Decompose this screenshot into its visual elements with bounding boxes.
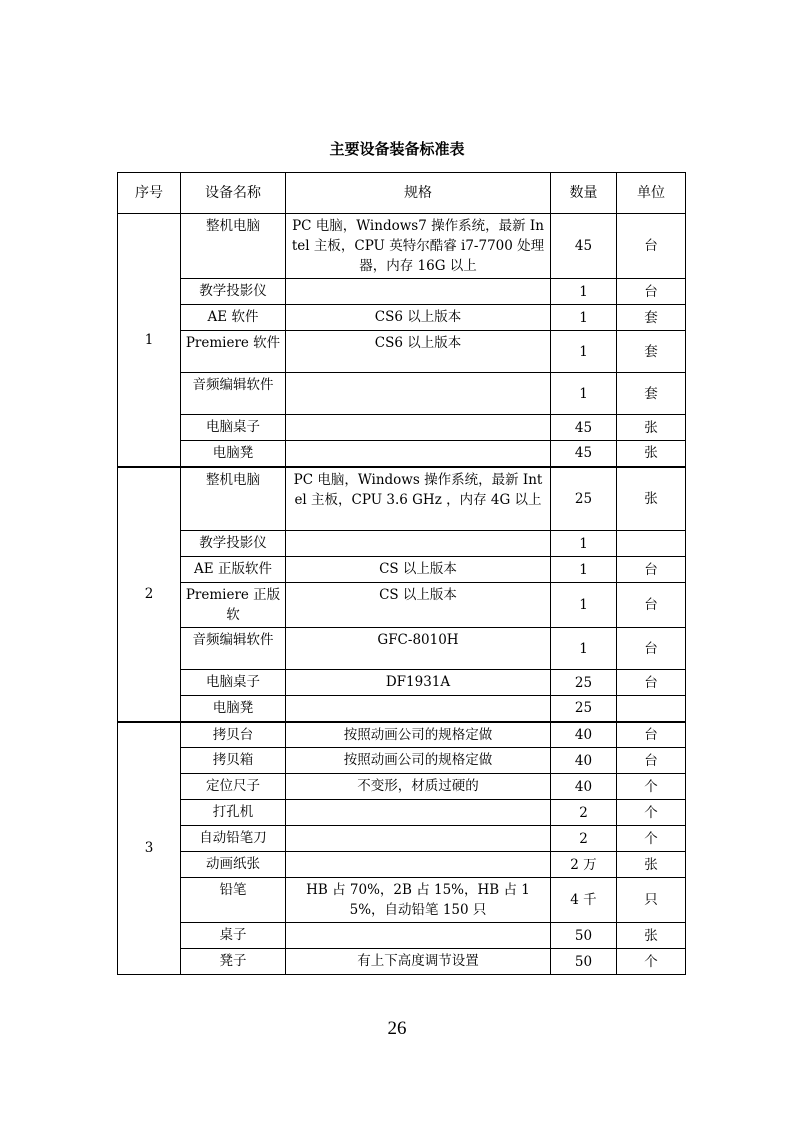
equipment-quantity: 25 (551, 696, 617, 722)
equipment-quantity: 4 千 (551, 878, 617, 923)
header-row (118, 173, 686, 214)
equipment-quantity: 45 (551, 415, 617, 441)
table-body (118, 214, 686, 975)
table-row (118, 826, 686, 852)
equipment-quantity: 40 (551, 748, 617, 774)
equipment-unit: 台 (617, 628, 686, 670)
equipment-spec: 按照动画公司的规格定做 (286, 722, 551, 748)
equipment-name: 动画纸张 (181, 852, 286, 878)
equipment-spec (286, 826, 551, 852)
equipment-name: 拷贝台 (181, 722, 286, 748)
equipment-name: AE 正版软件 (181, 557, 286, 583)
equipment-spec: CS6 以上版本 (286, 331, 551, 373)
equipment-spec (286, 852, 551, 878)
equipment-spec (286, 800, 551, 826)
equipment-name: 整机电脑 (181, 214, 286, 279)
equipment-name: 凳子 (181, 949, 286, 975)
equipment-quantity: 1 (551, 557, 617, 583)
equipment-name: Premiere 正版软 (181, 583, 286, 628)
equipment-quantity: 1 (551, 331, 617, 373)
equipment-unit: 台 (617, 279, 686, 305)
group-number: 1 (118, 214, 181, 467)
table-row (118, 949, 686, 975)
table-row (118, 305, 686, 331)
table-row (118, 748, 686, 774)
header-qty: 数量 (551, 173, 617, 214)
equipment-quantity: 40 (551, 774, 617, 800)
table-row (118, 557, 686, 583)
equipment-unit: 张 (617, 923, 686, 949)
equipment-quantity: 25 (551, 670, 617, 696)
page-number: 26 (387, 1018, 407, 1039)
equipment-quantity: 45 (551, 214, 617, 279)
equipment-quantity: 2 (551, 826, 617, 852)
equipment-name: 音频编辑软件 (181, 628, 286, 670)
equipment-spec (286, 696, 551, 722)
equipment-spec (286, 373, 551, 415)
equipment-name: 拷贝箱 (181, 748, 286, 774)
equipment-unit: 套 (617, 373, 686, 415)
table-row (118, 531, 686, 557)
equipment-unit (617, 531, 686, 557)
table-row (118, 467, 686, 531)
equipment-quantity: 1 (551, 279, 617, 305)
table-row (118, 696, 686, 722)
equipment-quantity: 2 (551, 800, 617, 826)
equipment-name: 桌子 (181, 923, 286, 949)
table-row (118, 923, 686, 949)
equipment-name: 电脑凳 (181, 441, 286, 467)
equipment-name: 铅笔 (181, 878, 286, 923)
group-number: 2 (118, 467, 181, 722)
equipment-spec: PC 电脑，Windows7 操作系统，最新 Intel 主板，CPU 英特尔酷睿 i7-7700 处理器，内存 16G 以上 (286, 214, 551, 279)
header-unit: 单位 (617, 173, 686, 214)
table-row (118, 415, 686, 441)
table-row (118, 852, 686, 878)
table-row (118, 331, 686, 373)
equipment-unit: 张 (617, 467, 686, 531)
equipment-spec (286, 279, 551, 305)
header-spec: 规格 (286, 173, 551, 214)
table-row (118, 878, 686, 923)
equipment-quantity: 50 (551, 949, 617, 975)
equipment-unit: 台 (617, 214, 686, 279)
table-row (118, 800, 686, 826)
equipment-quantity: 1 (551, 583, 617, 628)
equipment-spec: CS 以上版本 (286, 583, 551, 628)
equipment-spec: 按照动画公司的规格定做 (286, 748, 551, 774)
equipment-name: 自动铅笔刀 (181, 826, 286, 852)
equipment-unit: 套 (617, 305, 686, 331)
equipment-name: AE 软件 (181, 305, 286, 331)
equipment-name: 打孔机 (181, 800, 286, 826)
equipment-unit: 套 (617, 331, 686, 373)
equipment-spec: PC 电脑，Windows 操作系统，最新 Intel 主板，CPU 3.6 GHz ，内存 4G 以上 (286, 467, 551, 531)
equipment-spec (286, 923, 551, 949)
equipment-unit: 台 (617, 557, 686, 583)
equipment-table (117, 172, 686, 975)
table-row (118, 774, 686, 800)
equipment-unit: 张 (617, 415, 686, 441)
equipment-name: 音频编辑软件 (181, 373, 286, 415)
equipment-quantity: 2 万 (551, 852, 617, 878)
equipment-quantity: 25 (551, 467, 617, 531)
equipment-unit: 台 (617, 748, 686, 774)
equipment-name: Premiere 软件 (181, 331, 286, 373)
equipment-quantity: 50 (551, 923, 617, 949)
equipment-spec: HB 占 70%，2B 占 15%，HB 占 15%，自动铅笔 150 只 (286, 878, 551, 923)
equipment-name: 教学投影仪 (181, 279, 286, 305)
equipment-unit: 台 (617, 583, 686, 628)
table-row (118, 441, 686, 467)
equipment-unit: 个 (617, 800, 686, 826)
equipment-quantity: 1 (551, 628, 617, 670)
equipment-name: 电脑桌子 (181, 670, 286, 696)
equipment-spec (286, 531, 551, 557)
equipment-spec (286, 415, 551, 441)
equipment-unit: 台 (617, 722, 686, 748)
equipment-unit (617, 696, 686, 722)
equipment-quantity: 45 (551, 441, 617, 467)
equipment-quantity: 1 (551, 305, 617, 331)
equipment-spec: DF1931A (286, 670, 551, 696)
equipment-unit: 张 (617, 441, 686, 467)
equipment-quantity: 1 (551, 531, 617, 557)
equipment-spec (286, 441, 551, 467)
table-row (118, 628, 686, 670)
header-name: 设备名称 (181, 173, 286, 214)
equipment-quantity: 1 (551, 373, 617, 415)
equipment-name: 教学投影仪 (181, 531, 286, 557)
equipment-name: 电脑桌子 (181, 415, 286, 441)
equipment-spec: CS 以上版本 (286, 557, 551, 583)
equipment-unit: 个 (617, 949, 686, 975)
table-row (118, 583, 686, 628)
equipment-spec: GFC-8010H (286, 628, 551, 670)
table-row (118, 722, 686, 748)
table-title: 主要设备装备标准表 (329, 140, 465, 158)
equipment-name: 电脑凳 (181, 696, 286, 722)
equipment-name: 定位尺子 (181, 774, 286, 800)
equipment-unit: 张 (617, 852, 686, 878)
table-row (118, 373, 686, 415)
equipment-unit: 个 (617, 774, 686, 800)
equipment-unit: 个 (617, 826, 686, 852)
equipment-spec: 不变形，材质过硬的 (286, 774, 551, 800)
table-row (118, 670, 686, 696)
group-number: 3 (118, 722, 181, 975)
equipment-name: 整机电脑 (181, 467, 286, 531)
equipment-spec: CS6 以上版本 (286, 305, 551, 331)
table-row (118, 214, 686, 279)
header-no: 序号 (118, 173, 181, 214)
equipment-unit: 只 (617, 878, 686, 923)
equipment-quantity: 40 (551, 722, 617, 748)
equipment-unit: 台 (617, 670, 686, 696)
equipment-spec: 有上下高度调节设置 (286, 949, 551, 975)
table-row (118, 279, 686, 305)
